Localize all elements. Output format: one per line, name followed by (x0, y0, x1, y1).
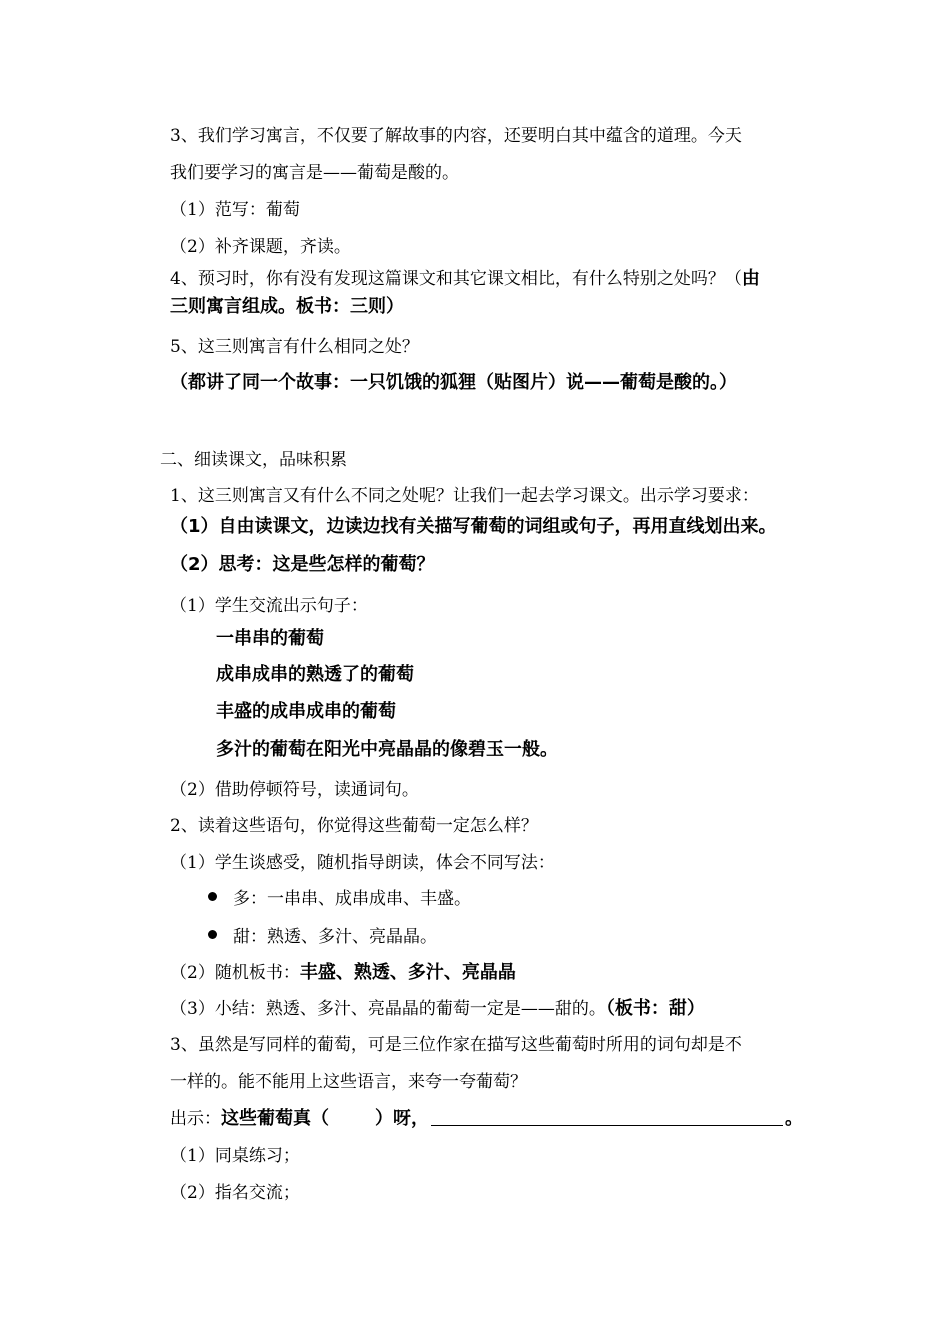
line-text: 4、预习时，你有没有发现这篇课文和其它课文相比，有什么特别之处吗？（ (170, 269, 742, 289)
bullet-text: 甜：熟透、多汁、亮晶晶。 (233, 927, 437, 947)
quote-line: 一串串的葡萄 (216, 628, 324, 649)
paragraph-line: （1）学生谈感受，随机指导朗读，体会不同写法： (170, 853, 555, 873)
bullet-icon (208, 892, 217, 901)
line-text: （2）随机板书： (170, 963, 300, 983)
line-text-bold: （板书：甜） (605, 998, 705, 1019)
paragraph-line: （2）补齐课题，齐读。 (170, 237, 351, 257)
line-text: 出示： (170, 1109, 221, 1129)
paragraph-line: （1）学生交流出示句子： (170, 596, 368, 616)
line-text-bold: 丰盛、熟透、多汁、亮晶晶 (299, 962, 516, 983)
paragraph-line-bold: （都讲了同一个故事：一只饥饿的狐狸（贴图片）说——葡萄是酸的。） (170, 372, 737, 393)
quote-line: 多汁的葡萄在阳光中亮晶晶的像碧玉一般。 (216, 739, 558, 760)
paragraph-line: 2、读着这些语句，你觉得这些葡萄一定怎么样？ (170, 816, 538, 836)
line-text-bold: 这些葡萄真（ (221, 1108, 329, 1129)
line-text-bold: 。 (785, 1108, 803, 1129)
paragraph-line: （1）范写：葡萄 (170, 200, 300, 220)
paragraph-line: 一样的。能不能用上这些语言，来夸一夸葡萄？ (170, 1072, 527, 1092)
paragraph-line (170, 998, 705, 1020)
section-heading: 二、细读课文，品味积累 (160, 450, 347, 470)
quote-line: 丰盛的成串成串的葡萄 (216, 701, 396, 722)
bullet-item (208, 889, 471, 909)
paragraph-line: 3、虽然是写同样的葡萄，可是三位作家在描写这些葡萄时所用的词句却是不 (170, 1035, 742, 1055)
line-text-bold: 由 (741, 268, 760, 289)
line-text: （3）小结：熟透、多汁、亮晶晶的葡萄一定是——甜的。 (170, 999, 606, 1019)
bullet-item (208, 927, 437, 947)
paragraph-line: 1、这三则寓言又有什么不同之处呢？让我们一起去学习课文。出示学习要求： (170, 486, 759, 506)
answer-blank-line (431, 1109, 783, 1126)
bullet-icon (208, 930, 217, 939)
paragraph-line: （1）同桌练习； (170, 1146, 300, 1166)
quote-line: 成串成串的熟透了的葡萄 (216, 664, 414, 685)
bullet-text: 多：一串串、成串成串、丰盛。 (233, 889, 471, 909)
paragraph-line: 5、这三则寓言有什么相同之处？ (170, 337, 419, 357)
paragraph-line-bold: （1）自由读课文，边读边找有关描写葡萄的词组或句子，再用直线划出来。 (170, 516, 777, 537)
paragraph-line-bold: （2）思考：这是些怎样的葡萄？ (170, 554, 435, 575)
fill-in-sentence (170, 1108, 803, 1130)
paragraph-line: 我们要学习的寓言是——葡萄是酸的。 (170, 163, 459, 183)
paragraph-line: 3、我们学习寓言，不仅要了解故事的内容，还要明白其中蕴含的道理。今天 (170, 126, 742, 146)
paragraph-line (170, 268, 760, 290)
line-text-bold: ）呀， (375, 1108, 429, 1129)
paragraph-line-bold: 三则寓言组成。板书：三则） (170, 296, 404, 317)
paragraph-line: （2）指名交流； (170, 1183, 300, 1203)
paragraph-line (170, 962, 516, 984)
paragraph-line: （2）借助停顿符号，读通词句。 (170, 780, 419, 800)
